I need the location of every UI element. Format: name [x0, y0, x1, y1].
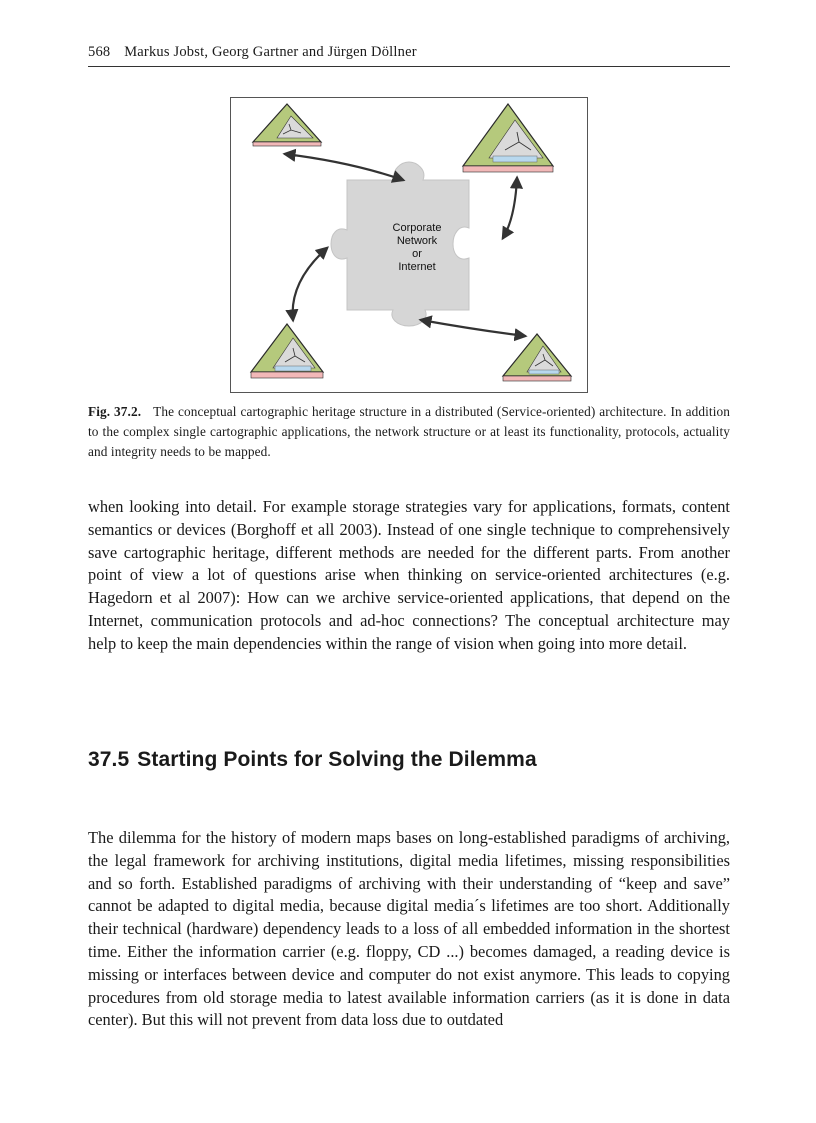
section-heading	[88, 748, 730, 772]
section-number: 37.5	[88, 748, 130, 771]
double-arrow	[293, 248, 327, 320]
cartographic-application-icon	[251, 324, 323, 378]
caption-text: The conceptual cartographic heritage structure in a distributed (Service-oriented) architecture. In addition to the complex single cartographic applications, the network structure or at least its functionality, protocols, actuality and integrity needs to be mapped.	[88, 404, 730, 459]
center-label-line: Corporate	[392, 222, 442, 234]
figure-37-2	[230, 97, 588, 393]
cartographic-application-icon	[463, 104, 553, 172]
architecture-diagram	[231, 98, 587, 392]
figure-label: Fig. 37.2.	[88, 404, 142, 419]
double-arrow	[421, 320, 525, 336]
cartographic-application-icon	[503, 334, 571, 381]
body-paragraph: when looking into detail. For example storage strategies vary for applications, formats, content semantics or devices (Borghoff et all 2003). Instead of one single technique to comprehensively save cartographic heritage, different methods are needed for the different parts. From another point of view a lot of questions arise when thinking on service-oriented architectures (e.g. Hagedorn et al 2007): How can we archive service-oriented applications, that depend on the Internet, communication protocols and ad-hoc connections? The conceptual architecture may help to keep the main dependencies within the range of vision when going into more detail.	[88, 497, 730, 653]
figure-caption	[88, 402, 730, 462]
running-header	[88, 44, 730, 67]
center-label-line: Internet	[398, 261, 436, 273]
body-paragraph: The dilemma for the history of modern maps bases on long-established paradigms of archiving, the legal framework for archiving institutions, digital media lifetimes, missing responsibilities and so forth. Established paradigms of archiving with their understanding of “keep and save” cannot be adapted to digital media, because digital media´s lifetimes are too short. Additionally their technical (hardware) dependency leads to a loss of all embedded information in the shortest time. Either the information carrier (e.g. floppy, CD ...) becomes damaged, a reading device is missing or interfaces between device and computer do not exist anymore. This leads to copying procedures from old storage media to latest available information carriers (as it is done in data center). But this will not prevent from data loss due to outdated	[88, 828, 730, 1030]
center-label-line: or	[412, 248, 422, 260]
running-authors: Markus Jobst, Georg Gartner and Jürgen Döllner	[124, 44, 417, 60]
cartographic-application-icon	[253, 104, 321, 146]
double-arrow	[285, 154, 403, 180]
section-title: Starting Points for Solving the Dilemma	[137, 748, 537, 771]
center-label-line: Network	[396, 235, 438, 247]
page-number: 568	[88, 44, 111, 60]
double-arrow	[503, 178, 517, 238]
